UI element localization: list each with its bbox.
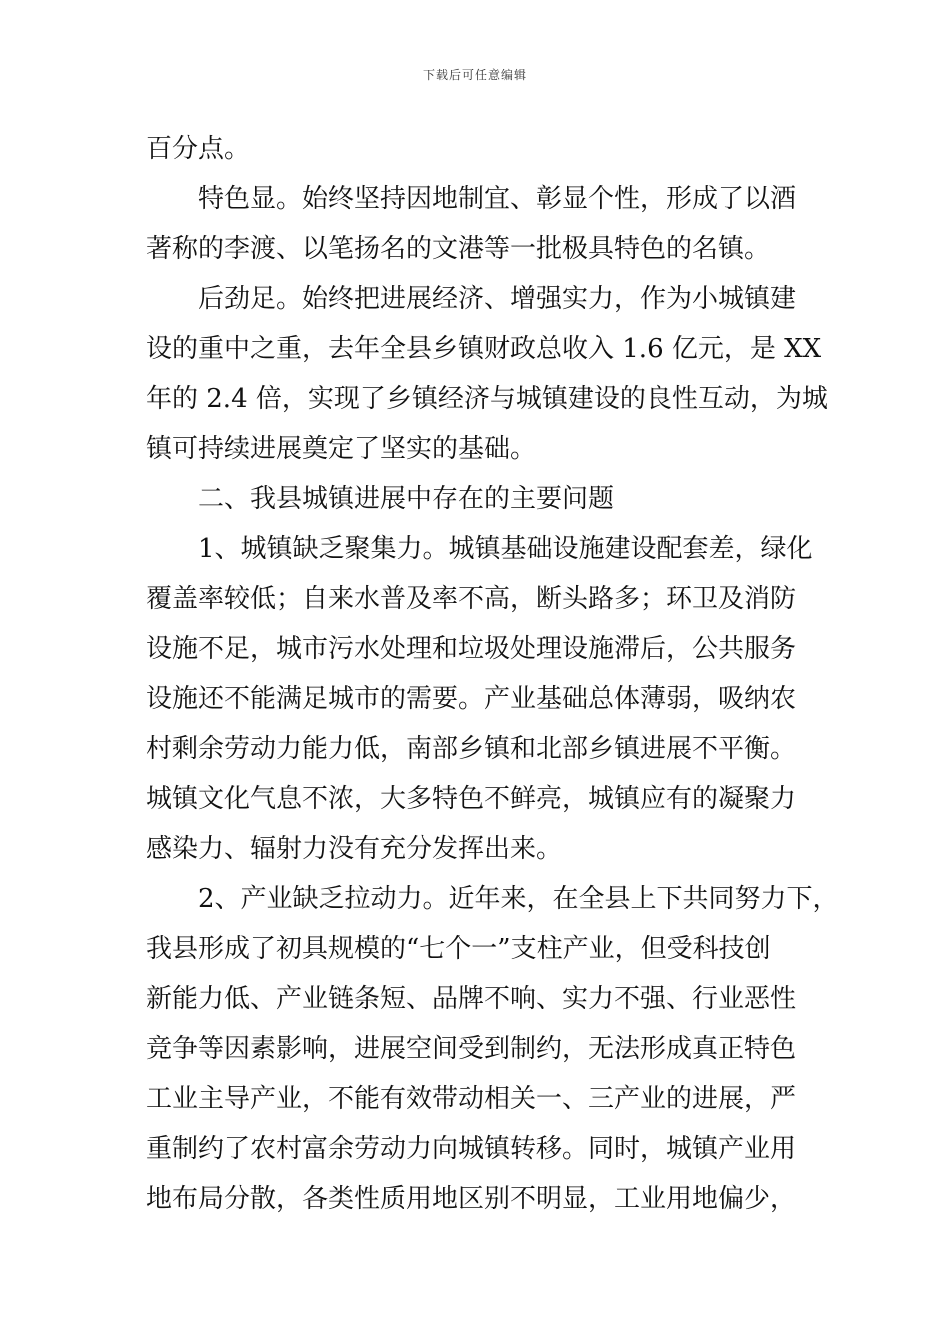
document-body [146,128,839,1228]
page-header: 下载后可任意编辑 [422,68,527,82]
text-line: 镇可持续进展奠定了坚实的基础。 [146,434,537,464]
text-line: 重制约了农村富余劳动力向城镇转移。同时，城镇产业用 [146,1134,797,1164]
text-line: 2、产业缺乏拉动力。近年来，在全县上下共同努力下， [146,884,839,914]
text-line: 1、城镇缺乏聚集力。城镇基础设施建设配套差，绿化 [146,534,813,564]
text-line: 著称的李渡、以笔扬名的文港等一批极具特色的名镇。 [146,234,771,264]
text-line: 地布局分散，各类性质用地区别不明显，工业用地偏少， [146,1184,797,1214]
section-heading: 二、我县城镇进展中存在的主要问题 [146,484,615,514]
text-line: 城镇文化气息不浓，大多特色不鲜亮，城镇应有的凝聚力 [146,784,797,814]
text-line: 覆盖率较低；自来水普及率不高，断头路多；环卫及消防 [146,584,797,614]
text-line: 我县形成了初具规模的“七个一”支柱产业，但受科技创 [146,934,771,964]
text-line: 工业主导产业，不能有效带动相关一、三产业的进展，严 [146,1084,797,1114]
text-line: 设的重中之重，去年全县乡镇财政总收入 1.6 亿元，是 XX [146,334,822,364]
text-line: 年的 2.4 倍，实现了乡镇经济与城镇建设的良性互动，为城 [146,384,828,414]
text-line: 百分点。 [146,134,251,164]
text-line: 后劲足。始终把进展经济、增强实力，作为小城镇建 [146,284,797,314]
text-line: 感染力、辐射力没有充分发挥出来。 [146,834,563,864]
text-line: 设施不足，城市污水处理和垃圾处理设施滞后，公共服务 [146,634,797,664]
text-line: 新能力低、产业链条短、品牌不响、实力不强、行业恶性 [146,984,797,1014]
text-line: 特色显。始终坚持因地制宜、彰显个性，形成了以酒 [146,184,797,214]
text-line: 设施还不能满足城市的需要。产业基础总体薄弱，吸纳农 [146,684,797,714]
text-line: 竞争等因素影响，进展空间受到制约，无法形成真正特色 [146,1034,797,1064]
text-line: 村剩余劳动力能力低，南部乡镇和北部乡镇进展不平衡。 [146,734,797,764]
